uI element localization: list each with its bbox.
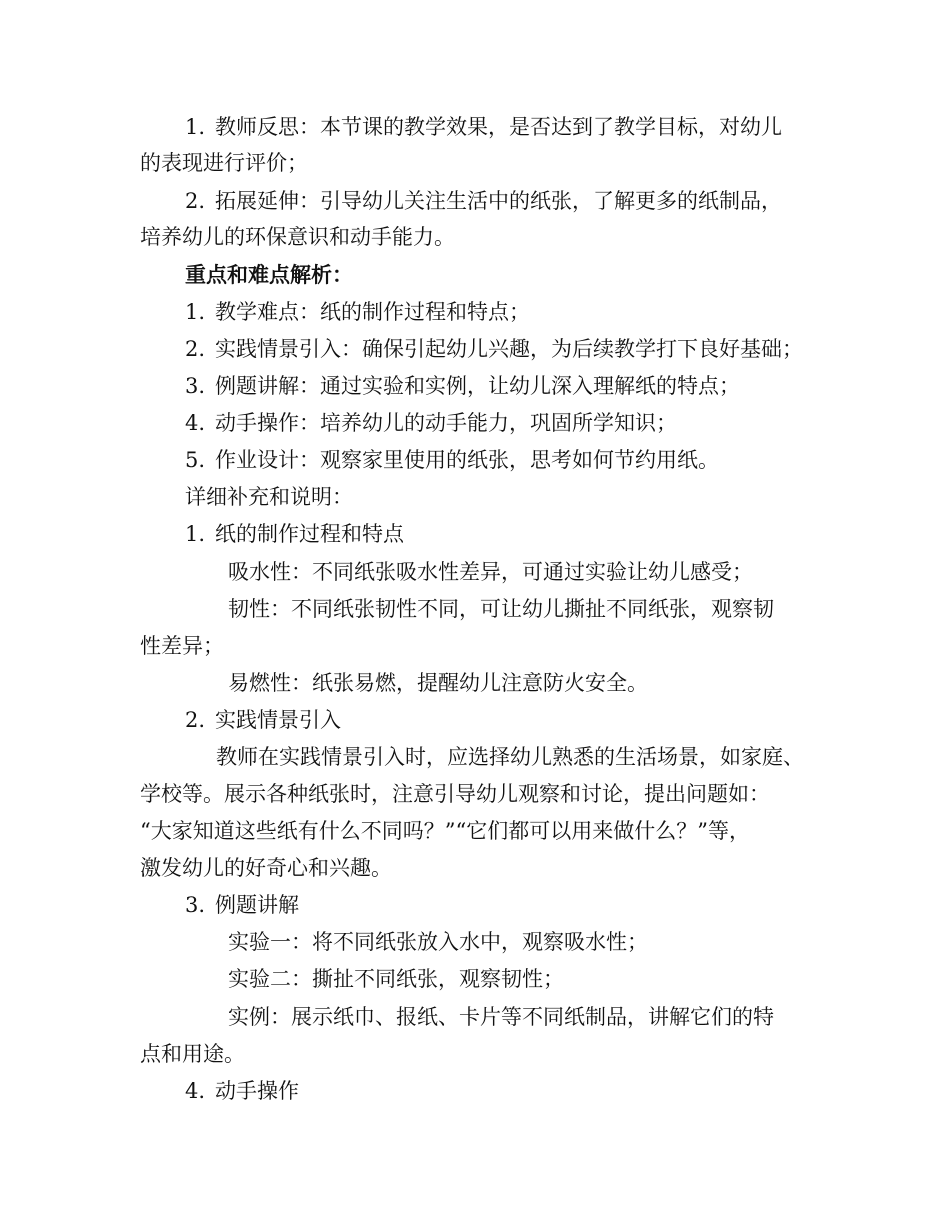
paragraph-line: 实验二：撕扯不同纸张，观察韧性； <box>228 967 564 991</box>
list-item <box>185 705 341 735</box>
list-text: 纸的制作过程和特点 <box>215 522 404 546</box>
list-number: 2. <box>185 337 206 361</box>
paragraph-line: 韧性：不同纸张韧性不同，可让幼儿撕扯不同纸张，观察韧 <box>228 597 774 621</box>
paragraph-line: 吸水性：不同纸张吸水性差异，可通过实验让幼儿感受； <box>228 560 753 584</box>
list-number: 1. <box>185 115 206 139</box>
list-item <box>185 408 677 438</box>
list-item <box>185 297 530 327</box>
list-number: 4. <box>185 411 206 435</box>
section-heading: 详细补充和说明： <box>185 485 353 509</box>
paragraph-line: 激发幼儿的好奇心和兴趣。 <box>140 856 392 880</box>
paragraph-line: 教师在实践情景引入时，应选择幼儿熟悉的生活场景，如家庭、 <box>216 745 804 769</box>
paragraph-line: 性差异； <box>140 634 224 658</box>
list-number: 1. <box>185 522 206 546</box>
paragraph-line: 的表现进行评价； <box>140 151 308 175</box>
list-text: 例题讲解 <box>215 893 299 917</box>
list-text: 实践情景引入 <box>215 708 341 732</box>
paragraph-line: 实验一：将不同纸张放入水中，观察吸水性； <box>228 930 648 954</box>
list-number: 2. <box>185 708 206 732</box>
list-text: 动手操作 <box>215 1079 299 1103</box>
list-text: 作业设计：观察家里使用的纸张，思考如何节约用纸。 <box>215 448 719 472</box>
paragraph-line: 易燃性：纸张易燃，提醒幼儿注意防火安全。 <box>228 671 648 695</box>
paragraph-line: 实例：展示纸巾、报纸、卡片等不同纸制品，讲解它们的特 <box>228 1005 774 1029</box>
paragraph-line: 培养幼儿的环保意识和动手能力。 <box>140 225 455 249</box>
list-number: 3. <box>185 374 206 398</box>
paragraph-line: 学校等。展示各种纸张时，注意引导幼儿观察和讨论，提出问题如： <box>140 782 770 806</box>
list-item <box>185 112 782 142</box>
list-number: 2. <box>185 189 206 213</box>
paragraph-line: 点和用途。 <box>140 1042 245 1066</box>
list-item <box>185 890 299 920</box>
list-item <box>185 445 719 475</box>
list-item <box>185 519 404 549</box>
list-text: 例题讲解：通过实验和实例，让幼儿深入理解纸的特点； <box>215 374 740 398</box>
list-number: 4. <box>185 1079 206 1103</box>
list-item <box>185 334 803 364</box>
list-text: 教师反思：本节课的教学效果，是否达到了教学目标，对幼儿 <box>215 115 782 139</box>
list-number: 1. <box>185 300 206 324</box>
list-text: 实践情景引入：确保引起幼儿兴趣，为后续教学打下良好基础； <box>215 337 803 361</box>
list-item <box>185 1076 299 1106</box>
list-text: 教学难点：纸的制作过程和特点； <box>215 300 530 324</box>
list-number: 5. <box>185 448 206 472</box>
list-text: 拓展延伸：引导幼儿关注生活中的纸张，了解更多的纸制品， <box>215 189 782 213</box>
section-heading: 重点和难点解析： <box>185 262 353 287</box>
paragraph-line: “大家知道这些纸有什么不同吗？”“它们都可以用来做什么？”等， <box>140 819 750 843</box>
list-number: 3. <box>185 893 206 917</box>
list-text: 动手操作：培养幼儿的动手能力，巩固所学知识； <box>215 411 677 435</box>
list-item <box>185 371 740 401</box>
list-item <box>185 186 782 216</box>
